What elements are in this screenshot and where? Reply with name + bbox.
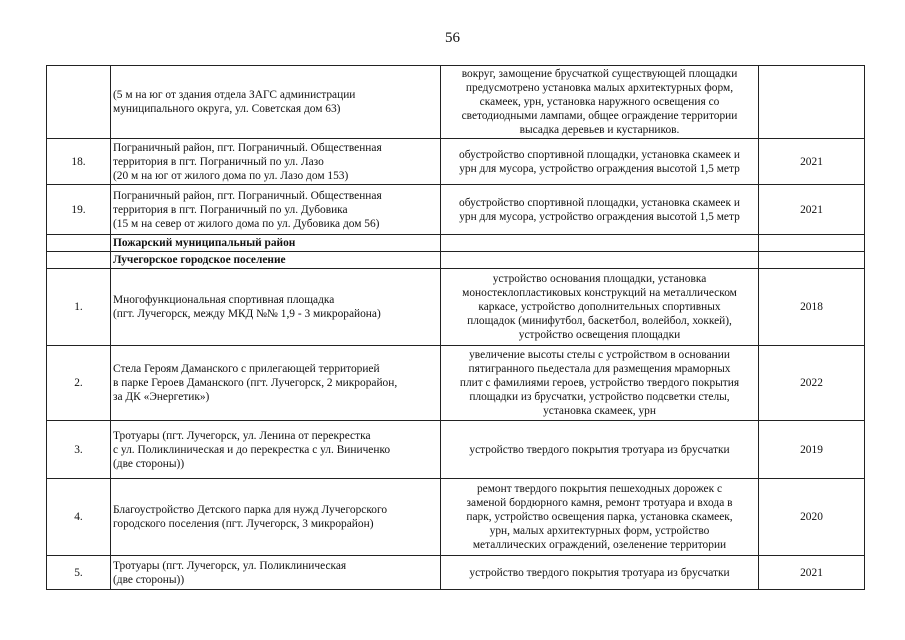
table-row — [47, 185, 865, 235]
object-line: с ул. Поликлиническая и до перекрестка с ул. Виниченко — [113, 443, 391, 456]
work-cell — [441, 556, 759, 590]
work-line: пятигранного пьедестала для размещения мраморных — [468, 363, 731, 375]
table-row — [47, 556, 865, 590]
work-cell — [441, 139, 759, 185]
object-line: Многофункциональная спортивная площадка — [113, 294, 335, 306]
year-cell: 2020 — [759, 479, 865, 556]
work-line: урн для мусора, устройство ограждения высотой 1,5 метр — [459, 210, 740, 223]
work-line: увеличение высоты стелы с устройством в основании — [469, 349, 730, 361]
work-line: моностеклопластиковых конструкций на металлическом — [462, 287, 737, 299]
table-row — [47, 269, 865, 346]
row-number-cell: 19. — [47, 185, 111, 235]
object-line: Стела Героям Даманского с прилегающей территорией — [113, 363, 380, 375]
work-line: заменой бордюрного камня, ремонт тротуара и входа в — [466, 497, 733, 509]
object-line: муниципального округа, ул. Советская дом 63) — [113, 103, 341, 115]
work-line: парк, устройство освещения парка, установка скамеек, — [466, 511, 733, 523]
object-line: Пограничный район, пгт. Пограничный. Общественная — [113, 189, 382, 202]
object-cell — [111, 556, 441, 590]
work-line: урн для мусора, устройство ограждения высотой 1,5 метр — [459, 162, 740, 175]
work-line: обустройство спортивной площадки, установка скамеек и — [459, 148, 740, 161]
work-line: урн, малых архитектурных форм, устройство — [489, 525, 710, 537]
work-line: устройство твердого покрытия тротуара из брусчатки — [469, 443, 730, 456]
year-cell — [759, 235, 865, 252]
object-line: (пгт. Лучегорск, между МКД №№ 1,9 - 3 микрорайона) — [113, 308, 381, 320]
object-line: городского поселения (пгт. Лучегорск, 3 микрорайон) — [113, 518, 374, 530]
object-line: Тротуары (пгт. Лучегорск, ул. Ленина от перекрестка — [113, 429, 371, 442]
object-line: Пограничный район, пгт. Пограничный. Общественная — [113, 141, 382, 154]
object-line: за ДК «Энергетик») — [113, 391, 210, 403]
section-title-cell: Пожарский муниципальный район — [111, 235, 441, 252]
work-line: площадки из брусчатки, устройство подсветки стелы, — [469, 391, 730, 403]
work-line: предусмотрено установка малых архитектурных форм, — [465, 82, 734, 94]
year-cell: 2021 — [759, 139, 865, 185]
object-line: (15 м на север от жилого дома по ул. Дубовика дом 56) — [113, 217, 380, 230]
work-line: металлических ограждений, озеленение территории — [472, 539, 727, 551]
object-cell — [111, 421, 441, 479]
table-body — [47, 66, 865, 590]
object-line: (две стороны)) — [113, 457, 185, 470]
table-row — [47, 66, 865, 139]
year-cell: 2018 — [759, 269, 865, 346]
object-cell — [111, 185, 441, 235]
row-number-cell — [47, 66, 111, 139]
work-line: светодиодными лампами, общее ограждение территории — [461, 110, 738, 122]
table-row — [47, 479, 865, 556]
work-line: площадок (минифутбол, баскетбол, волейбол, хоккей), — [467, 315, 732, 327]
work-cell — [441, 421, 759, 479]
work-line: устройство твердого покрытия тротуара из брусчатки — [469, 566, 730, 579]
row-number-cell: 2. — [47, 346, 111, 421]
work-line: устройство основания площадки, установка — [492, 273, 707, 285]
section-row — [47, 235, 865, 252]
work-line: ремонт твердого покрытия пешеходных дорожек с — [476, 483, 723, 495]
row-number-cell: 4. — [47, 479, 111, 556]
work-line: каркасе, устройство дополнительных спортивных — [478, 301, 721, 313]
section-title-cell: Лучегорское городское поселение — [111, 252, 441, 269]
object-line: (5 м на юг от здания отдела ЗАГС администрации — [113, 89, 356, 101]
row-number-cell: 3. — [47, 421, 111, 479]
object-line: территория в пгт. Пограничный по ул. Лазо — [113, 155, 324, 168]
row-number-cell: 5. — [47, 556, 111, 590]
year-cell: 2019 — [759, 421, 865, 479]
object-cell — [111, 269, 441, 346]
work-cell — [441, 235, 759, 252]
year-cell — [759, 252, 865, 269]
row-number-cell: 1. — [47, 269, 111, 346]
table-row — [47, 139, 865, 185]
work-line: обустройство спортивной площадки, установка скамеек и — [459, 196, 740, 209]
object-line: (две стороны)) — [113, 573, 185, 586]
object-line: в парке Героев Даманского (пгт. Лучегорск, 2 микрорайон, — [113, 377, 398, 389]
work-cell — [441, 185, 759, 235]
object-line: Благоустройство Детского парка для нужд Лучегорского — [113, 504, 388, 516]
section-row — [47, 252, 865, 269]
work-line: устройство освещения площадки — [518, 329, 681, 341]
year-cell: 2021 — [759, 556, 865, 590]
work-cell — [441, 252, 759, 269]
object-cell — [111, 139, 441, 185]
object-line: Тротуары (пгт. Лучегорск, ул. Поликлиническая — [113, 559, 347, 572]
work-line: плит с фамилиями героев, устройство твердого покрытия — [459, 377, 740, 389]
table-row — [47, 421, 865, 479]
object-line: (20 м на юг от жилого дома по ул. Лазо дом 153) — [113, 169, 349, 182]
year-cell — [759, 66, 865, 139]
row-number-cell: 18. — [47, 139, 111, 185]
page-number: 56 — [445, 30, 460, 46]
table-row — [47, 346, 865, 421]
work-line: вокруг, замощение брусчаткой существующей площадки — [461, 68, 738, 80]
year-cell: 2021 — [759, 185, 865, 235]
object-cell — [111, 66, 441, 139]
year-cell: 2022 — [759, 346, 865, 421]
work-line: скамеек, урн, установка наружного освещения со — [479, 96, 720, 108]
work-cell — [441, 269, 759, 346]
work-cell — [441, 479, 759, 556]
object-line: территория в пгт. Пограничный по ул. Дубовика — [113, 203, 348, 216]
work-cell — [441, 66, 759, 139]
object-cell — [111, 346, 441, 421]
work-cell — [441, 346, 759, 421]
row-number-cell — [47, 235, 111, 252]
work-line: установка скамеек, урн — [543, 405, 656, 417]
work-line: высадка деревьев и кустарников. — [519, 124, 680, 136]
row-number-cell — [47, 252, 111, 269]
improvement-table — [46, 65, 865, 590]
object-cell — [111, 479, 441, 556]
